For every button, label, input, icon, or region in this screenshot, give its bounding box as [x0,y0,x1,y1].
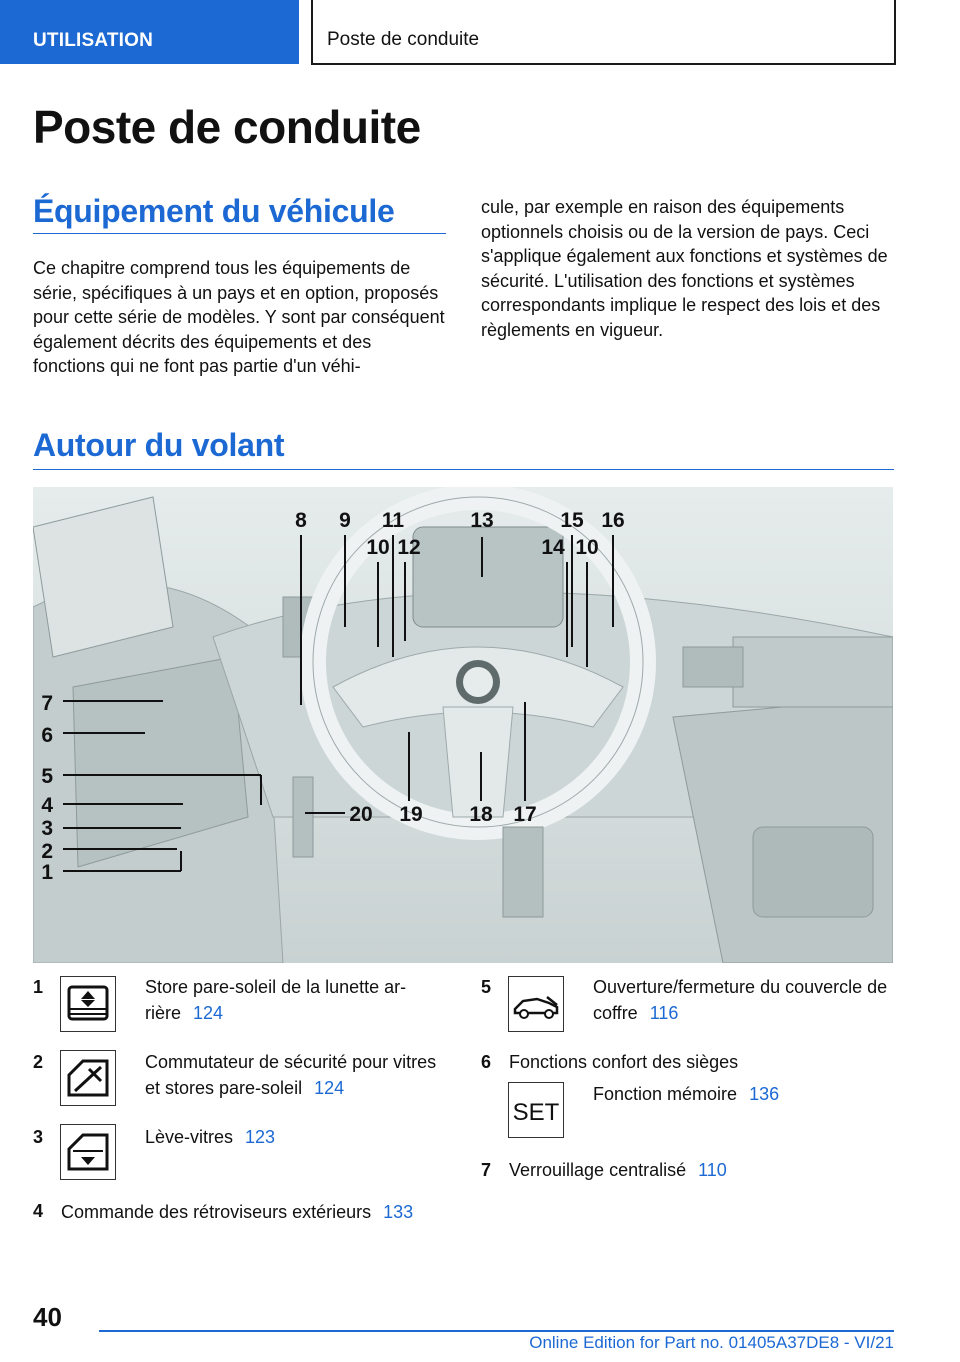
legend-number: 3 [33,1127,44,1147]
legend-number: 4 [33,1201,44,1221]
callout-9: 9 [339,509,351,532]
section-divider [33,233,446,234]
section-title-equipment: Équipement du véhicule [33,193,395,229]
legend-subtext: Fonction mémoire [593,1084,738,1104]
page-ref-link[interactable]: 124 [314,1078,345,1098]
page-ref-link[interactable]: 116 [649,1003,679,1023]
page-ref-link[interactable]: 133 [383,1202,414,1222]
legend-text: Commutateur de sécurité pour vitres et stores pare-soleil [145,1052,437,1098]
set-button-icon [508,1082,564,1138]
callout-16: 16 [601,509,625,532]
callout-10-right: 10 [575,536,599,559]
callout-2: 2 [41,840,53,863]
section-title-steering: Autour du volant [33,427,285,463]
legend-text: Store pare-soleil de la lunette arrière [145,977,407,1023]
callout-15: 15 [560,509,584,532]
section-tab-label: UTILISATION [33,30,154,51]
callout-18: 18 [469,803,493,826]
callout-17: 17 [513,803,537,826]
callout-11: 11 [381,509,405,532]
section-divider [33,469,894,470]
body-text-right: cule, par exemple en raison des équipements optionnels choisis ou de la version de pays. Ceci s'applique également aux fonctions et systèmes de sécurité. L'utilisation des fonctions et systèmes correspondants implique le respect des lois et des règlements en vigueur. [481,197,888,340]
legend-text: Verrouillage centralisé [509,1160,687,1180]
trunk-lid-icon [508,976,564,1032]
callout-6: 6 [41,724,53,747]
legend-number: 5 [481,977,492,997]
page-ref-link[interactable]: 110 [698,1160,727,1180]
chapter-header [311,0,896,65]
callout-10-left: 10 [366,536,390,559]
callout-19: 19 [399,803,423,826]
cockpit-illustration [33,487,893,963]
callout-4: 4 [41,794,53,817]
power-window-icon [60,1124,116,1180]
callout-14: 14 [541,536,565,559]
footer-divider [99,1330,894,1332]
callout-20: 20 [349,803,373,826]
page-title: Poste de conduite [33,101,421,153]
legend-number: 2 [33,1052,44,1072]
callout-1: 1 [41,861,53,884]
set-icon-label: SET [512,1099,560,1126]
callout-12: 12 [397,536,421,559]
callout-3: 3 [41,817,53,840]
legend-number: 6 [481,1052,492,1072]
legend-number: 7 [481,1160,492,1180]
legend-text: Ouverture/fermeture du couvercle de coffre [593,977,888,1023]
footer-edition: Online Edition for Part no. 01405A37DE8 - VI/21 [529,1333,894,1352]
body-text-left: Ce chapitre comprend tous les équipements de série, spécifiques à un pays et en option, proposés pour cette série de modèles. Y sont par conséquent également décrits des équipements et des fonctions qui ne font pas partie d'un véhi- [33,258,445,377]
chapter-header-label: Poste de conduite [327,29,480,50]
callout-5: 5 [41,765,53,788]
rear-sunblind-icon [60,976,116,1032]
page-ref-link[interactable]: 123 [245,1127,276,1147]
page-ref-link[interactable]: 124 [193,1003,224,1023]
callout-7: 7 [41,692,53,715]
callout-8: 8 [295,509,307,532]
legend-text: Lève-vitres [145,1127,234,1147]
safety-switch-window-icon [60,1050,116,1106]
section-tab [0,0,299,64]
legend-text: Fonctions confort des sièges [509,1052,739,1072]
page-ref-link[interactable]: 136 [749,1084,780,1104]
callout-13: 13 [470,509,494,532]
legend-number: 1 [33,977,44,997]
page-number: 40 [33,1302,62,1332]
legend-text: Commande des rétroviseurs extérieurs [61,1202,372,1222]
